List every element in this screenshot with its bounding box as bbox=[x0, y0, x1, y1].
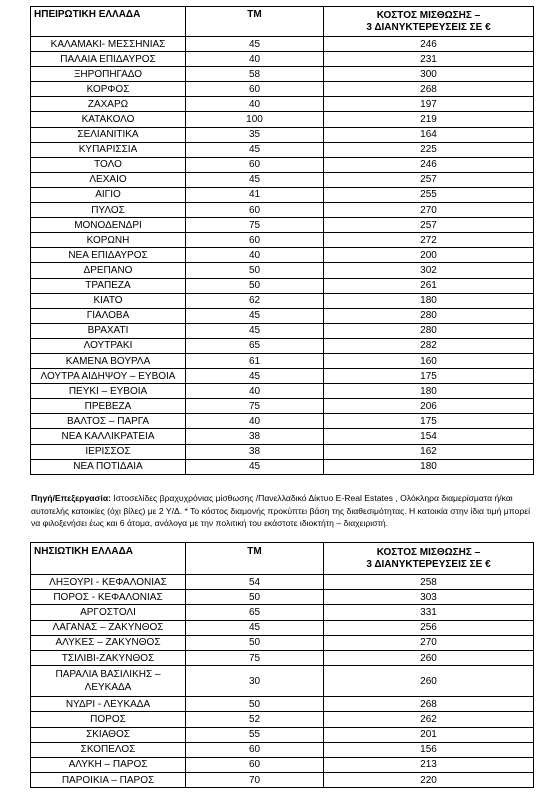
table-row bbox=[31, 157, 534, 172]
cell-sqm: 41 bbox=[186, 187, 324, 202]
cell-sqm: 45 bbox=[186, 308, 324, 323]
table-header-row bbox=[31, 7, 534, 37]
cell-location: ΖΑΧΑΡΩ bbox=[31, 97, 186, 112]
cell-location: ΚΥΠΑΡΙΣΣΙΑ bbox=[31, 142, 186, 157]
table-row bbox=[31, 218, 534, 233]
cell-location: ΚΑΛΑΜΑΚΙ- ΜΕΣΣΗΝΙΑΣ bbox=[31, 37, 186, 52]
cell-cost: 156 bbox=[324, 742, 534, 757]
cell-sqm: 45 bbox=[186, 37, 324, 52]
cell-location: ΑΙΓΙΟ bbox=[31, 187, 186, 202]
cell-cost: 175 bbox=[324, 414, 534, 429]
table-row bbox=[31, 742, 534, 757]
cell-location: ΑΛΥΚΕΣ – ΖΑΚΥΝΘΟΣ bbox=[31, 635, 186, 650]
table-row bbox=[31, 233, 534, 248]
cell-sqm: 45 bbox=[186, 172, 324, 187]
table-row bbox=[31, 773, 534, 788]
cell-cost: 246 bbox=[324, 157, 534, 172]
table-row bbox=[31, 263, 534, 278]
cell-sqm: 30 bbox=[186, 666, 324, 697]
cell-cost: 220 bbox=[324, 773, 534, 788]
cell-sqm: 50 bbox=[186, 278, 324, 293]
cell-location: ΙΕΡΙΣΣΟΣ bbox=[31, 444, 186, 459]
cell-cost: 255 bbox=[324, 187, 534, 202]
cell-sqm: 40 bbox=[186, 97, 324, 112]
cell-cost: 302 bbox=[324, 263, 534, 278]
cell-sqm: 50 bbox=[186, 635, 324, 650]
cell-cost: 260 bbox=[324, 650, 534, 665]
cell-sqm: 38 bbox=[186, 429, 324, 444]
cell-location: ΛΗΞΟΥΡΙ - ΚΕΦΑΛΟΝΙΑΣ bbox=[31, 575, 186, 590]
cell-location: ΣΚΙΑΘΟΣ bbox=[31, 727, 186, 742]
cell-cost: 331 bbox=[324, 605, 534, 620]
cell-location: ΣΕΛΙΑΝΙΤΙΚΑ bbox=[31, 127, 186, 142]
cell-cost: 256 bbox=[324, 620, 534, 635]
cell-location: ΠΟΡΟΣ bbox=[31, 712, 186, 727]
table-row bbox=[31, 459, 534, 474]
cell-cost: 201 bbox=[324, 727, 534, 742]
cell-location: ΠΕΥΚΙ – ΕΥΒΟΙΑ bbox=[31, 384, 186, 399]
cell-sqm: 60 bbox=[186, 233, 324, 248]
cell-location: ΚΑΜΕΝΑ ΒΟΥΡΛΑ bbox=[31, 353, 186, 368]
cell-location: ΝΕΑ ΠΟΤΙΔΑΙΑ bbox=[31, 459, 186, 474]
cell-location: ΠΑΡΑΛΙΑ ΒΑΣΙΛΙΚΗΣ – ΛΕΥΚΑΔΑ bbox=[31, 666, 186, 697]
table-header-row bbox=[31, 543, 534, 575]
source-note bbox=[31, 492, 539, 530]
cell-location: ΤΡΑΠΕΖΑ bbox=[31, 278, 186, 293]
table-row bbox=[31, 127, 534, 142]
cell-cost: 164 bbox=[324, 127, 534, 142]
table-row bbox=[31, 248, 534, 263]
cell-location: ΛΑΓΑΝΑΣ – ΖΑΚΥΝΘΟΣ bbox=[31, 620, 186, 635]
table-row bbox=[31, 635, 534, 650]
cell-cost: 261 bbox=[324, 278, 534, 293]
table-row bbox=[31, 727, 534, 742]
table-row bbox=[31, 278, 534, 293]
table-row bbox=[31, 67, 534, 82]
cell-location: ΠΡΕΒΕΖΑ bbox=[31, 399, 186, 414]
cell-sqm: 38 bbox=[186, 444, 324, 459]
header-cost bbox=[324, 543, 534, 575]
table-row bbox=[31, 172, 534, 187]
table-row bbox=[31, 203, 534, 218]
cell-location: ΜΟΝΟΔΕΝΔΡΙ bbox=[31, 218, 186, 233]
header-cost-line2: 3 ΔΙΑΝΥΚΤΕΡΕΥΣΕΙΣ ΣΕ € bbox=[366, 558, 491, 570]
cell-cost: 262 bbox=[324, 712, 534, 727]
cell-location: ΛΟΥΤΡΑ ΑΙΔΗΨΟΥ – ΕΥΒΟΙΑ bbox=[31, 369, 186, 384]
cell-location: ΝΕΑ ΚΑΛΛΙΚΡΑΤΕΙΑ bbox=[31, 429, 186, 444]
table-row bbox=[31, 384, 534, 399]
cell-sqm: 65 bbox=[186, 338, 324, 353]
table-row bbox=[31, 52, 534, 67]
cell-sqm: 54 bbox=[186, 575, 324, 590]
cell-cost: 231 bbox=[324, 52, 534, 67]
cell-cost: 280 bbox=[324, 323, 534, 338]
cell-location: ΚΑΤΑΚΟΛΟ bbox=[31, 112, 186, 127]
cell-cost: 162 bbox=[324, 444, 534, 459]
cell-location: ΒΑΛΤΟΣ – ΠΑΡΓΑ bbox=[31, 414, 186, 429]
cell-cost: 219 bbox=[324, 112, 534, 127]
table-row bbox=[31, 97, 534, 112]
table-row bbox=[31, 444, 534, 459]
cell-sqm: 50 bbox=[186, 590, 324, 605]
table-row bbox=[31, 338, 534, 353]
cell-cost: 260 bbox=[324, 666, 534, 697]
table-row bbox=[31, 666, 534, 697]
cell-cost: 197 bbox=[324, 97, 534, 112]
cell-sqm: 40 bbox=[186, 414, 324, 429]
table-row bbox=[31, 697, 534, 712]
table-row bbox=[31, 575, 534, 590]
cell-cost: 225 bbox=[324, 142, 534, 157]
cell-cost: 154 bbox=[324, 429, 534, 444]
table-row bbox=[31, 620, 534, 635]
cell-sqm: 60 bbox=[186, 82, 324, 97]
cell-location: ΒΡΑΧΑΤΙ bbox=[31, 323, 186, 338]
source-label: Πηγή/Επεξεργασία: bbox=[31, 493, 111, 503]
cell-sqm: 60 bbox=[186, 203, 324, 218]
cell-sqm: 58 bbox=[186, 67, 324, 82]
cell-location: ΔΡΕΠΑΝΟ bbox=[31, 263, 186, 278]
cell-location: ΑΛΥΚΗ – ΠΑΡΟΣ bbox=[31, 757, 186, 772]
cell-cost: 268 bbox=[324, 82, 534, 97]
table-row bbox=[31, 112, 534, 127]
mainland-table bbox=[30, 6, 534, 475]
table-row bbox=[31, 308, 534, 323]
cell-sqm: 45 bbox=[186, 142, 324, 157]
cell-location: ΠΥΛΟΣ bbox=[31, 203, 186, 218]
cell-location: ΝΕΑ ΕΠΙΔΑΥΡΟΣ bbox=[31, 248, 186, 263]
table-row bbox=[31, 353, 534, 368]
table-row bbox=[31, 369, 534, 384]
cell-cost: 270 bbox=[324, 203, 534, 218]
cell-location: ΣΚΟΠΕΛΟΣ bbox=[31, 742, 186, 757]
cell-sqm: 70 bbox=[186, 773, 324, 788]
cell-location: ΛΕΧΑΙΟ bbox=[31, 172, 186, 187]
islands-table bbox=[30, 542, 534, 788]
cell-sqm: 75 bbox=[186, 650, 324, 665]
cell-sqm: 50 bbox=[186, 263, 324, 278]
cell-cost: 213 bbox=[324, 757, 534, 772]
cell-location: ΠΑΡΟΙΚΙΑ – ΠΑΡΟΣ bbox=[31, 773, 186, 788]
cell-cost: 282 bbox=[324, 338, 534, 353]
cell-sqm: 35 bbox=[186, 127, 324, 142]
cell-location: ΚΙΑΤΟ bbox=[31, 293, 186, 308]
cell-sqm: 62 bbox=[186, 293, 324, 308]
cell-location: ΠΑΛΑΙΑ ΕΠΙΔΑΥΡΟΣ bbox=[31, 52, 186, 67]
cell-location: ΚΟΡΦΟΣ bbox=[31, 82, 186, 97]
cell-sqm: 60 bbox=[186, 742, 324, 757]
cell-sqm: 40 bbox=[186, 52, 324, 67]
cell-sqm: 60 bbox=[186, 757, 324, 772]
table-row bbox=[31, 142, 534, 157]
table-row bbox=[31, 323, 534, 338]
cell-cost: 180 bbox=[324, 384, 534, 399]
cell-sqm: 75 bbox=[186, 399, 324, 414]
cell-sqm: 60 bbox=[186, 157, 324, 172]
cell-cost: 272 bbox=[324, 233, 534, 248]
cell-cost: 175 bbox=[324, 369, 534, 384]
cell-sqm: 52 bbox=[186, 712, 324, 727]
cell-cost: 303 bbox=[324, 590, 534, 605]
header-cost-line2: 3 ΔΙΑΝΥΚΤΕΡΕΥΣΕΙΣ ΣΕ € bbox=[366, 21, 491, 33]
cell-location: ΝΥΔΡΙ - ΛΕΥΚΑΔΑ bbox=[31, 697, 186, 712]
header-region: ΗΠΕΙΡΩΤΙΚΗ ΕΛΛΑΔΑ bbox=[31, 7, 186, 37]
table-row bbox=[31, 82, 534, 97]
cell-cost: 180 bbox=[324, 293, 534, 308]
cell-cost: 257 bbox=[324, 172, 534, 187]
cell-sqm: 45 bbox=[186, 323, 324, 338]
header-sqm: ΤΜ bbox=[186, 7, 324, 37]
cell-cost: 257 bbox=[324, 218, 534, 233]
header-sqm: ΤΜ bbox=[186, 543, 324, 575]
cell-cost: 246 bbox=[324, 37, 534, 52]
header-cost-line1: ΚΟΣΤΟΣ ΜΙΣΘΩΣΗΣ – bbox=[376, 9, 481, 21]
source-text: Ιστοσελίδες βραχυχρόνιας μίσθωσης /Πανελλαδικό Δίκτυο E-Real Estates , Ολόκληρα διαμερίσματα ή/και αυτοτελής κατοικίες (όχι βίλες) με 2 Υ/Δ. * Το κόστος διαμονής προκύπτει βάση της διαθεσιμότητας. Η κατοικία στην ίδια τιμή μπορεί να φιλοξενήσει έως και 6 άτομα, ανάλογα με την πολιτική του εκάστοτε ιδιοκτήτη – διαχειριστή. bbox=[31, 493, 530, 528]
cell-sqm: 61 bbox=[186, 353, 324, 368]
cell-cost: 206 bbox=[324, 399, 534, 414]
cell-sqm: 45 bbox=[186, 369, 324, 384]
cell-sqm: 55 bbox=[186, 727, 324, 742]
header-cost-line1: ΚΟΣΤΟΣ ΜΙΣΘΩΣΗΣ – bbox=[376, 546, 481, 558]
cell-location: ΛΟΥΤΡΑΚΙ bbox=[31, 338, 186, 353]
cell-location: ΞΗΡΟΠΗΓΑΔΟ bbox=[31, 67, 186, 82]
cell-sqm: 65 bbox=[186, 605, 324, 620]
cell-cost: 270 bbox=[324, 635, 534, 650]
table-row bbox=[31, 187, 534, 202]
table-row bbox=[31, 650, 534, 665]
header-region: ΝΗΣΙΩΤΙΚΗ ΕΛΛΑΔΑ bbox=[31, 543, 186, 575]
table-row bbox=[31, 37, 534, 52]
cell-cost: 268 bbox=[324, 697, 534, 712]
cell-cost: 180 bbox=[324, 459, 534, 474]
cell-cost: 258 bbox=[324, 575, 534, 590]
table-row bbox=[31, 605, 534, 620]
cell-location: ΤΟΛΟ bbox=[31, 157, 186, 172]
cell-sqm: 40 bbox=[186, 384, 324, 399]
cell-cost: 200 bbox=[324, 248, 534, 263]
cell-location: ΚΟΡΩΝΗ bbox=[31, 233, 186, 248]
table-row bbox=[31, 712, 534, 727]
cell-cost: 160 bbox=[324, 353, 534, 368]
cell-location: ΑΡΓΟΣΤΟΛΙ bbox=[31, 605, 186, 620]
cell-sqm: 45 bbox=[186, 459, 324, 474]
table-row bbox=[31, 293, 534, 308]
table-row bbox=[31, 757, 534, 772]
cell-sqm: 40 bbox=[186, 248, 324, 263]
cell-cost: 300 bbox=[324, 67, 534, 82]
table-row bbox=[31, 590, 534, 605]
cell-sqm: 100 bbox=[186, 112, 324, 127]
table-row bbox=[31, 429, 534, 444]
cell-sqm: 75 bbox=[186, 218, 324, 233]
cell-location: ΓΙΑΛΟΒΑ bbox=[31, 308, 186, 323]
cell-cost: 280 bbox=[324, 308, 534, 323]
table-row bbox=[31, 399, 534, 414]
cell-sqm: 50 bbox=[186, 697, 324, 712]
table-row bbox=[31, 414, 534, 429]
header-cost bbox=[324, 7, 534, 37]
cell-location: ΠΟΡΟΣ - ΚΕΦΑΛΟΝΙΑΣ bbox=[31, 590, 186, 605]
cell-location: ΤΣΙΛΙΒΙ-ΖΑΚΥΝΘΟΣ bbox=[31, 650, 186, 665]
cell-sqm: 45 bbox=[186, 620, 324, 635]
